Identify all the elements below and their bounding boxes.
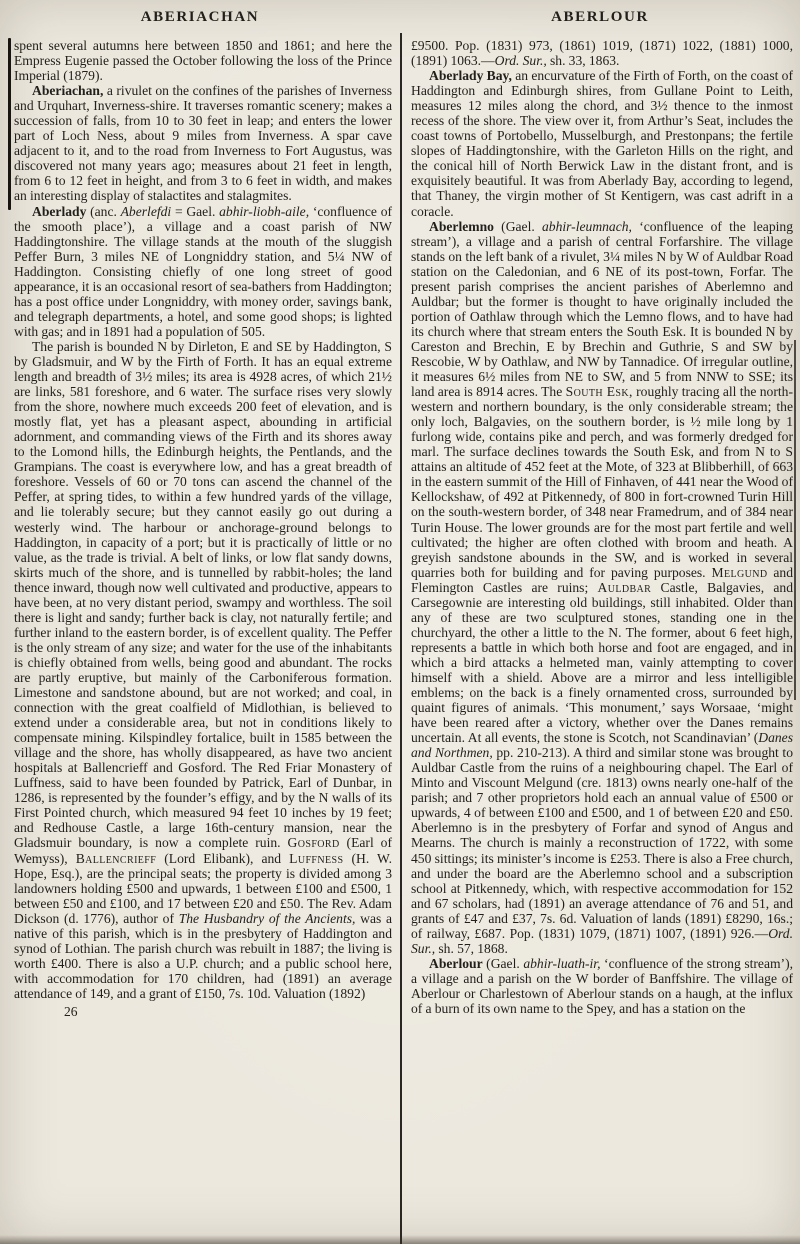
column-divider-rule bbox=[400, 33, 402, 1244]
text-segment: Danes and Northmen, bbox=[411, 730, 793, 761]
text-segment: ‘confluence of the leaping stream’), a village and a parish of central Forfarshire. The village stands on the left bank of a rivulet, 3¼ miles N by W of Auldbar Road station on the Caledonian, and 6 NE of its post-town, Forfar. The present parish comprises the ancient parishes of Aberlemno and Auldbar; but the former is thought to have originally included the portion of Oathlaw through which the Lemno flows, and to have had its church where that stream enters the South Esk. It is bounded N by Careston and Brechin, E by Brechin and Guthrie, S and SW by Rescobie, W by Oathlaw, and NW by Tannadice. Of irregular outline, it measures 6½ miles from NE to SW, and 5 from NNW to SSE; its land area is 8914 acres. The bbox=[411, 218, 794, 400]
text-segment: (Gael. bbox=[493, 218, 542, 234]
paragraph bbox=[411, 68, 793, 218]
text-segment: Melgund bbox=[711, 564, 768, 580]
text-segment: (Gael. bbox=[482, 955, 524, 971]
text-segment: an encurvature of the Firth of Forth, on the coast of Haddington and Edinburgh shires, from Gullane Point to Leith, measures 12 miles along the chord, and 3½ thence to the inmost recess of the shore. The view over it, from Arthur’s Seat, includes the coast towns of Portobello, Musselburgh, and Prestonpans; the fertile slopes of Haddingtonshire, with the Garleton Hills on the right, and the conical hill of North Berwick Law in the distant front, and is exquisitely beautiful. It was from Aberlady Bay, according to legend, that Thaney, the virgin mother of St Kentigern, was cast adrift in a coracle. bbox=[411, 68, 793, 219]
scan-artifact-bottom-edge bbox=[0, 1235, 800, 1244]
page-number: 26 bbox=[64, 1004, 78, 1019]
paragraph bbox=[14, 38, 392, 83]
column-right bbox=[400, 35, 800, 1016]
running-head-left: ABERIACHAN bbox=[140, 9, 260, 25]
text-segment: sh. 33, 1863. bbox=[546, 53, 620, 69]
paragraph bbox=[411, 219, 793, 956]
column-left bbox=[0, 35, 400, 1020]
running-heads bbox=[0, 0, 800, 35]
text-segment: = Gael. bbox=[171, 203, 220, 219]
text-segment: South Esk, bbox=[565, 384, 633, 400]
text-segment: (H. W. Hope, Esq.), are the principal seats; the property is divided among 3 landowners holding £500 and upwards, 1 between £100 and £500, 1 between £50 and £100, and 17 between £20 and £50. The Rev. Adam Dickson (d. 1776), author of bbox=[14, 850, 392, 926]
paragraph bbox=[411, 956, 793, 1016]
text-segment: pp. 210-213). A third and similar stone was brought to Auldbar Castle from the ruins of a neighbouring chapel. The Earl of Minto and Viscount Melgund (cre. 1813) owns nearly one-half of the parish; and 7 other proprietors hold each an annual value of £500 or upwards, 4 of between £100 and £500, and 1 of between £20 and £50. Aberlemno is in the presbytery of Forfar and synod of Angus and Mearns. The church is mainly a reconstruction of 1722, with some 450 sittings; its minister’s income is £253. There is also a Free church, and under the board are the Aberlemno school and a subscription school at Pitkennedy, which, with respective accommodation for 152 and 67 scholars, had (1891) an average attendance of 76 and 51, and grants of £47 and £37, 7s. 6d. Valuation of lands (1891) £8290, 16s.; of railway, £687. Pop. (1831) 1079, (1871) 1007, (1891) 926.— bbox=[411, 745, 793, 941]
text-segment: Ballencrieff bbox=[75, 850, 157, 866]
text-segment: Ord. Sur., bbox=[411, 925, 793, 956]
text-segment: Gosford bbox=[287, 835, 340, 851]
text-segment: ‘confluence of the smooth place’), a village and a coast parish of NW Haddingtonshire. The village stands at the mouth of the sluggish Peffer Burn, 3 miles NE of Longniddry station, and 5¼ NW of Haddington. Consisting chiefly of one long street of good appearance, it is an occasional resort of sea-bathers from Haddington; has a post office under Longniddry, with money order, savings bank, and telegraph departments, a hotel, and some good shops; is lighted with gas; and in 1891 had a population of 505. bbox=[14, 203, 393, 339]
text-segment: spent several autumns here between 1850 and 1861; and here the Empress Eugenie passed the October following the loss of the Prince Imperial (1879). bbox=[14, 38, 392, 84]
text-segment: The parish is bounded N by Dirleton, E and SE by Haddington, S by Gladsmuir, and W by the Firth of Forth. It has an equal extreme length and breadth of 3½ miles; its area is 4928 acres, of which 21½ are links, 581 foreshore, and 6 water. The surface rises very slowly from the shore, nowhere much exceeds 200 feet of elevation, and is mostly flat, yet has a pleasant aspect, abounding in artificial adornment, and commanding views of the Firth and its shores away to the Lomond hills, the Edinburgh heights, the Pentlands, and the Grampians. The coast is everywhere low, and has a great breadth of foreshore. Vessels of 60 or 70 tons can ascend the channel of the Peffer, at spring tides, to within a few hundred yards of the village, and lie tolerably secure; but they cannot easily go out during a westerly wind. The harbour or anchorage-ground belongs to Haddington, in capacity of a port; but it is practically of little or no value, as the trade is trivial. A belt of links, or low flat sandy downs, skirts much of the shore, and is tunnelled by rabbit-holes; the land thence inward, though now well cultivated and productive, appears to have been, at no very distant period, swampy and worthless. The soil there is light and sandy; further back is clay, not naturally fertile; and further inland to the eastern border, is of excellent quality. The Peffer is the only stream of any size; and water for the use of the inhabitants is chiefly obtained from wells, being good and abundant. The rocks are partly eruptive, but mainly of the Carboniferous formation. Limestone and sandstone abound, but are not worked; and coal, in connection with the great coalfield of Midlothian, is believed to extend under a considerable area, but not in conditions likely to compensate mining. Kilspindley fortalice, built in 1585 between the village and the shore, has wholly disappeared, as have two ancient hospitals at Ballencrieff and Gosford. The Red Friar Monastery of Luffness, said to have been founded by Patrick, Earl of Dunbar, in 1286, is represented by the founder’s effigy, and by the N walls of its First Pointed church, which measured 94 feet 10 inches by 19 feet; and Redhouse Castle, a large 16th-century mansion, near the Gladsmuir boundary, is now a complete ruin. bbox=[14, 338, 392, 851]
scan-artifact-left-bar bbox=[8, 38, 11, 210]
paragraph bbox=[14, 83, 392, 203]
text-segment: Auldbar bbox=[597, 579, 652, 595]
paragraph bbox=[14, 204, 392, 339]
text-segment: The Husbandry of the Ancients, bbox=[178, 910, 356, 926]
text-segment: sh. 57, 1868. bbox=[435, 940, 508, 956]
text-segment: (anc. bbox=[86, 203, 121, 219]
text-segment: Luffness bbox=[289, 850, 344, 866]
text-segment: Ord. Sur., bbox=[494, 53, 547, 69]
text-segment: abhir-liobh-aile, bbox=[219, 203, 310, 219]
text-segment: Aberlefdi bbox=[120, 203, 172, 219]
column-right-text bbox=[411, 38, 793, 1016]
running-head-right: ABERLOUR bbox=[551, 9, 649, 25]
text-segment: (Earl of Wemyss), bbox=[14, 835, 393, 866]
text-segment: Aberlady Bay, bbox=[429, 68, 512, 84]
scan-artifact-right-edge bbox=[794, 340, 796, 700]
column-left-text bbox=[14, 38, 392, 1001]
text-segment: (Lord Elibank), and bbox=[156, 850, 290, 866]
text-segment: Aberlemno bbox=[429, 218, 494, 234]
text-segment: Aberlady bbox=[32, 203, 87, 219]
text-segment: Aberiachan, bbox=[32, 83, 104, 99]
paragraph bbox=[14, 339, 392, 1001]
text-segment: abhir-luath-ir, bbox=[523, 955, 601, 971]
text-segment: Castle, Balgavies, and Carsegownie are interesting old buildings, still inhabited. Older than any of these are two sculptured stones, standing one in the churchyard, the other a little to the N. The former, about 6 feet high, represents a battle in which both horse and foot are engaged, and in which a bird attacks a helmeted man, vainly attempting to cover himself with a shield. Above are a mirror and less intelligible emblems; on the back is a finely ornamented cross, surrounded by quaint figures of animals. ‘This monument,’ says Worsaae, ‘might have been reared after a victory, whether over the Danes remains uncertain. At all events, the stone is Scotch, not Scandinavian’ ( bbox=[411, 579, 793, 746]
text-segment: was a native of this parish, which is in the presbytery of Haddington and synod of Lothian. The parish church was rebuilt in 1887; the living is worth £400. There is also a U.P. church; and a public school here, with accommodation for 170 children, had (1891) an average attendance of 149, and a grant of £150, 7s. 10d. Valuation (1892) bbox=[14, 910, 393, 1001]
text-segment: roughly tracing all the north-western and northern boundary, is the only considerable stream; the only loch, Balgavies, on the southern border, is ½ mile long by 1 furlong wide, contains pike and perch, and was formerly dredged for marl. The surface declines towards the South Esk, and from N to S attains an altitude of 452 feet at the Mote, of 323 at Blibberhill, of 663 in the eastern summit of the Hill of Finhaven, of 441 near the Wood of Kellockshaw, of 492 at Pitkennedy, of 800 in fort-crowned Turin Hill on the south-western border, of 348 near Framedrum, and of 384 near Turin House. The lower grounds are for the most part fertile and well cultivated; the higher are often clothed with broom and heath. A greyish sandstone abounds in the SW, and is worked in several quarries both for building and for paving purposes. bbox=[411, 384, 793, 580]
text-segment: and Flemington Castles are ruins; bbox=[411, 564, 794, 595]
paragraph bbox=[411, 38, 793, 68]
text-segment: abhir-leumnach, bbox=[542, 218, 632, 234]
text-segment: £9500. Pop. (1831) 973, (1861) 1019, (1871) 1022, (1881) 1000, (1891) 1063.— bbox=[411, 38, 793, 69]
text-segment: ‘confluence of the strong stream’), a village and a parish on the W border of Banffshire. The village of Aberlour or Charlestown of Aberlour stands on a haugh, at the influx of a burn of its own name to the Spey, and has a station on the bbox=[411, 955, 794, 1016]
text-segment: Aberlour bbox=[429, 955, 483, 971]
text-segment: a rivulet on the confines of the parishes of Inverness and Urquhart, Inverness-shire. It traverses romantic scenery; makes a succession of falls, from 10 to 30 feet in leap; and enters the lower part of Loch Ness, about 9 miles from Inverness. A spar cave adjacent to it, and to the road from Inverness to Fort Augustus, was discovered not many years ago; measures about 21 feet in length, from 6 to 12 feet in height, and from 3 to 6 feet in width, and makes an interesting display of stalactites and stalagmites. bbox=[14, 83, 392, 204]
